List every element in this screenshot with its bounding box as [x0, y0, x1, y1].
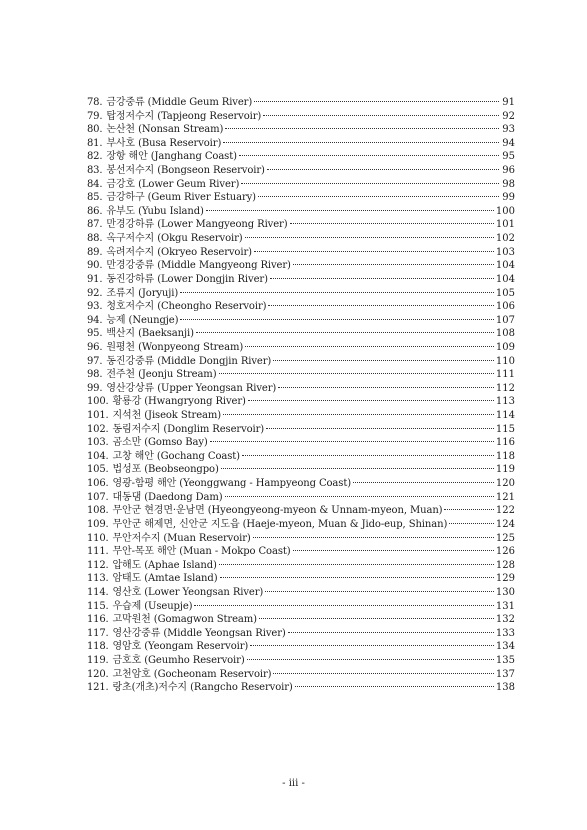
toc-entry-number: 95.: [87, 328, 103, 340]
toc-entry-page: 119: [495, 464, 515, 476]
toc-entry-page: 114: [495, 410, 515, 422]
toc-entry-number: 97.: [87, 355, 103, 367]
toc-entry[interactable]: [87, 314, 515, 328]
toc-entry-number: 93.: [87, 301, 103, 313]
toc-entry-title: 옥려저수지 (Okryeo Reservoir): [106, 246, 252, 258]
toc-entry-page: 103: [495, 246, 515, 258]
dot-leader: [293, 549, 494, 551]
toc-entry-title: 만경강중류 (Middle Mangyeong River): [106, 260, 291, 272]
toc-entry-title: 영산강상류 (Upper Yeongsan River): [106, 382, 277, 394]
toc-entry-number: 102.: [87, 423, 109, 435]
toc-entry[interactable]: [87, 273, 515, 287]
dot-leader: [263, 114, 499, 116]
dot-leader: [180, 318, 494, 320]
toc-entry-page: 115: [495, 423, 515, 435]
dot-leader: [268, 304, 493, 306]
toc-entry[interactable]: [87, 300, 515, 314]
toc-entry[interactable]: [87, 532, 515, 546]
dot-leader: [295, 685, 494, 687]
toc-entry-page: 110: [495, 355, 515, 367]
toc-entry-title: 옥구저수지 (Okgu Reservoir): [106, 233, 243, 245]
toc-entry-number: 82.: [87, 151, 103, 163]
toc-entry[interactable]: [87, 504, 515, 518]
toc-entry[interactable]: [87, 627, 515, 641]
toc-entry-number: 105.: [87, 464, 109, 476]
toc-entry-page: 94: [502, 137, 515, 149]
toc-entry-page: 128: [495, 559, 515, 571]
toc-entry-number: 118.: [87, 641, 109, 653]
dot-leader: [250, 644, 494, 646]
toc-entry-number: 100.: [87, 396, 109, 408]
toc-entry-page: 93: [502, 124, 515, 136]
toc-entry-page: 116: [495, 437, 515, 449]
toc-entry-title: 동림저수지 (Donglim Reservoir): [112, 423, 265, 435]
toc-entry[interactable]: [87, 96, 515, 110]
toc-entry-page: 100: [495, 205, 515, 217]
toc-entry[interactable]: [87, 668, 515, 682]
toc-entry-title: 무안-목포 해안 (Muan - Mokpo Coast): [112, 546, 291, 558]
toc-entry-number: 88.: [87, 233, 103, 245]
toc-entry[interactable]: [87, 409, 515, 423]
toc-entry-title: 동진강중류 (Middle Dongjin River): [106, 355, 272, 367]
dot-leader: [194, 604, 493, 606]
table-of-contents: [87, 96, 515, 695]
toc-entry-title: 논산천 (Nonsan Stream): [106, 124, 224, 136]
toc-entry-page: 135: [495, 654, 515, 666]
toc-entry-number: 101.: [87, 410, 109, 422]
dot-leader: [254, 250, 494, 252]
toc-entry-page: 98: [502, 178, 515, 190]
toc-entry-number: 89.: [87, 246, 103, 258]
dot-leader: [247, 658, 494, 660]
toc-entry-title: 고막원천 (Gomagwon Stream): [112, 614, 257, 626]
toc-entry-number: 81.: [87, 137, 103, 149]
toc-entry-title: 금강호 (Lower Geum River): [106, 178, 240, 190]
toc-entry[interactable]: [87, 218, 515, 232]
dot-leader: [444, 508, 493, 510]
toc-entry-title: 능제 (Neungje): [106, 314, 179, 326]
dot-leader: [270, 277, 494, 279]
toc-entry-page: 106: [495, 301, 515, 313]
toc-entry[interactable]: [87, 341, 515, 355]
toc-entry-title: 동진강하류 (Lower Dongjin River): [106, 273, 268, 285]
toc-entry[interactable]: [87, 436, 515, 450]
toc-entry-number: 114.: [87, 586, 109, 598]
toc-entry-number: 119.: [87, 654, 109, 666]
toc-entry-title: 황룡강 (Hwangryong River): [112, 396, 246, 408]
toc-entry-number: 112.: [87, 559, 109, 571]
toc-entry[interactable]: [87, 150, 515, 164]
dot-leader: [239, 154, 499, 156]
dot-leader: [225, 495, 494, 497]
toc-entry-page: 107: [495, 314, 515, 326]
toc-entry[interactable]: [87, 232, 515, 246]
toc-entry[interactable]: [87, 395, 515, 409]
toc-entry[interactable]: [87, 382, 515, 396]
toc-entry-number: 98.: [87, 369, 103, 381]
toc-entry-number: 86.: [87, 205, 103, 217]
dot-leader: [266, 427, 494, 429]
toc-entry-number: 90.: [87, 260, 103, 272]
toc-entry[interactable]: [87, 287, 515, 301]
toc-entry[interactable]: [87, 205, 515, 219]
toc-entry-number: 108.: [87, 505, 109, 517]
toc-entry-title: 조류지 (Joryuji): [106, 287, 179, 299]
dot-leader: [219, 372, 494, 374]
toc-entry-title: 탑정저수지 (Tapjeong Reservoir): [106, 110, 262, 122]
dot-leader: [210, 440, 494, 442]
toc-entry-title: 대동댐 (Daedong Dam): [112, 491, 223, 503]
dot-leader: [449, 522, 494, 524]
toc-entry-page: 96: [502, 165, 515, 177]
toc-entry[interactable]: [87, 654, 515, 668]
toc-entry[interactable]: [87, 477, 515, 491]
dot-leader: [196, 331, 494, 333]
toc-entry-title: 금강중류 (Middle Geum River): [106, 97, 253, 108]
toc-entry-number: 78.: [87, 97, 103, 108]
dot-leader: [254, 100, 499, 102]
toc-entry-number: 120.: [87, 668, 109, 680]
toc-entry-number: 94.: [87, 314, 103, 326]
toc-entry[interactable]: [87, 123, 515, 137]
toc-entry-number: 85.: [87, 192, 103, 204]
toc-entry-title: 무안군 해제면, 신안군 지도읍 (Haeje-myeon, Muan & Jido-eup, Shinan): [112, 518, 448, 530]
toc-entry-title: 원평천 (Wonpyeong Stream): [106, 341, 244, 353]
toc-entry-title: 청호저수지 (Cheongho Reservoir): [106, 301, 267, 313]
toc-entry-title: 금강하구 (Geum River Estuary): [106, 192, 256, 204]
toc-entry-number: 106.: [87, 478, 109, 490]
toc-entry-title: 암태도 (Amtae Island): [112, 573, 218, 585]
toc-entry-page: 99: [502, 192, 515, 204]
dot-leader: [253, 536, 494, 538]
toc-entry-page: 95: [502, 151, 515, 163]
toc-entry-title: 봉선저수지 (Bongseon Reservoir): [106, 165, 265, 177]
toc-entry[interactable]: [87, 137, 515, 151]
toc-entry-title: 고천암호 (Gocheonam Reservoir): [112, 668, 272, 680]
toc-entry[interactable]: [87, 463, 515, 477]
toc-entry-number: 115.: [87, 600, 109, 612]
toc-entry[interactable]: [87, 640, 515, 654]
toc-entry-page: 132: [495, 614, 515, 626]
toc-entry[interactable]: [87, 259, 515, 273]
toc-entry-title: 곰소만 (Gomso Bay): [112, 437, 208, 449]
toc-entry-page: 131: [495, 600, 515, 612]
toc-entry-number: 113.: [87, 573, 109, 585]
toc-entry-title: 백산지 (Baeksanji): [106, 328, 194, 340]
toc-entry-number: 83.: [87, 165, 103, 177]
toc-entry-page: 120: [495, 478, 515, 490]
toc-entry[interactable]: [87, 368, 515, 382]
toc-entry-number: 121.: [87, 682, 109, 694]
dot-leader: [242, 454, 494, 456]
toc-entry-number: 103.: [87, 437, 109, 449]
toc-entry-title: 영광-함평 해안 (Yeonggwang - Hampyeong Coast): [112, 478, 352, 490]
toc-entry-number: 116.: [87, 614, 109, 626]
toc-entry[interactable]: [87, 450, 515, 464]
dot-leader: [245, 236, 494, 238]
toc-entry[interactable]: [87, 178, 515, 192]
toc-entry-number: 87.: [87, 219, 103, 231]
toc-entry[interactable]: [87, 355, 515, 369]
dot-leader: [290, 222, 494, 224]
toc-entry[interactable]: [87, 600, 515, 614]
toc-entry-number: 91.: [87, 273, 103, 285]
dot-leader: [265, 590, 494, 592]
toc-entry-number: 79.: [87, 110, 103, 122]
toc-entry-page: 91: [502, 97, 515, 108]
toc-entry-number: 80.: [87, 124, 103, 136]
toc-entry[interactable]: [87, 110, 515, 124]
toc-entry-number: 117.: [87, 627, 109, 639]
dot-leader: [267, 168, 499, 170]
toc-entry[interactable]: [87, 246, 515, 260]
toc-entry-page: 133: [495, 627, 515, 639]
dot-leader: [248, 399, 494, 401]
toc-entry-page: 118: [495, 450, 515, 462]
toc-entry-title: 부사호 (Busa Reservoir): [106, 137, 222, 149]
toc-entry-page: 137: [495, 668, 515, 680]
toc-entry-page: 111: [495, 369, 515, 381]
toc-entry-page: 109: [495, 341, 515, 353]
toc-entry-number: 96.: [87, 341, 103, 353]
dot-leader: [245, 345, 494, 347]
dot-leader: [225, 127, 499, 129]
toc-entry-title: 금호호 (Geumho Reservoir): [112, 654, 245, 666]
toc-entry-title: 무안저수지 (Muan Reservoir): [112, 532, 251, 544]
dot-leader: [221, 467, 494, 469]
toc-entry[interactable]: [87, 423, 515, 437]
dot-leader: [259, 617, 494, 619]
toc-entry-number: 111.: [87, 546, 109, 558]
dot-leader: [241, 182, 499, 184]
toc-entry-title: 장항 해안 (Janghang Coast): [106, 151, 237, 163]
toc-entry-title: 우습제 (Useupje): [112, 600, 193, 612]
toc-entry-title: 영산강중류 (Middle Yeongsan River): [112, 627, 286, 639]
toc-entry[interactable]: [87, 681, 515, 695]
toc-entry-page: 124: [495, 518, 515, 530]
toc-entry[interactable]: [87, 164, 515, 178]
toc-entry-page: 126: [495, 546, 515, 558]
toc-entry-title: 랑초(개초)저수지 (Rangcho Reservoir): [112, 682, 293, 694]
toc-entry-page: 125: [495, 532, 515, 544]
toc-entry-number: 107.: [87, 491, 109, 503]
toc-entry-page: 101: [495, 219, 515, 231]
dot-leader: [219, 563, 494, 565]
dot-leader: [258, 195, 499, 197]
toc-entry[interactable]: [87, 545, 515, 559]
toc-entry-page: 92: [502, 110, 515, 122]
toc-entry-page: 104: [495, 260, 515, 272]
toc-entry-page: 121: [495, 491, 515, 503]
dot-leader: [206, 209, 494, 211]
toc-entry[interactable]: [87, 191, 515, 205]
toc-entry-number: 104.: [87, 450, 109, 462]
toc-entry-title: 유부도 (Yubu Island): [106, 205, 204, 217]
dot-leader: [293, 263, 494, 265]
toc-entry-number: 109.: [87, 518, 109, 530]
toc-entry-title: 만경강하류 (Lower Mangyeong River): [106, 219, 288, 231]
toc-entry[interactable]: [87, 559, 515, 573]
toc-entry[interactable]: [87, 613, 515, 627]
toc-entry-page: 134: [495, 641, 515, 653]
toc-entry-number: 110.: [87, 532, 109, 544]
toc-entry[interactable]: [87, 572, 515, 586]
page-number: - iii -: [282, 778, 305, 789]
toc-entry-title: 전주천 (Jeonju Stream): [106, 369, 217, 381]
toc-entry-title: 무안군 현경면·운남면 (Hyeongyeong-myeon & Unnam-myeon, Muan): [112, 505, 443, 517]
toc-entry-page: 112: [495, 382, 515, 394]
toc-entry[interactable]: [87, 586, 515, 600]
toc-entry-page: 130: [495, 586, 515, 598]
dot-leader: [180, 291, 494, 293]
toc-entry-title: 지석천 (Jiseok Stream): [112, 410, 222, 422]
dot-leader: [278, 386, 494, 388]
toc-entry-page: 102: [495, 233, 515, 245]
toc-entry-title: 영암호 (Yeongam Reservoir): [112, 641, 249, 653]
toc-entry-title: 법성포 (Beobseongpo): [112, 464, 219, 476]
toc-entry-number: 84.: [87, 178, 103, 190]
toc-entry-page: 104: [495, 273, 515, 285]
dot-leader: [273, 672, 493, 674]
dot-leader: [220, 576, 494, 578]
toc-entry-page: 108: [495, 328, 515, 340]
toc-entry-page: 105: [495, 287, 515, 299]
toc-entry-number: 92.: [87, 287, 103, 299]
toc-entry-title: 압해도 (Aphae Island): [112, 559, 217, 571]
dot-leader: [223, 413, 494, 415]
dot-leader: [223, 141, 499, 143]
toc-entry-page: 129: [495, 573, 515, 585]
toc-entry[interactable]: [87, 518, 515, 532]
toc-entry-title: 영산호 (Lower Yeongsan River): [112, 586, 264, 598]
toc-entry-page: 122: [495, 505, 515, 517]
toc-entry-page: 113: [495, 396, 515, 408]
toc-entry[interactable]: [87, 327, 515, 341]
dot-leader: [273, 359, 494, 361]
toc-entry-number: 99.: [87, 382, 103, 394]
dot-leader: [353, 481, 494, 483]
dot-leader: [288, 631, 494, 633]
toc-entry-title: 고창 해안 (Gochang Coast): [112, 450, 240, 462]
toc-entry-page: 138: [495, 682, 515, 694]
toc-entry[interactable]: [87, 491, 515, 505]
